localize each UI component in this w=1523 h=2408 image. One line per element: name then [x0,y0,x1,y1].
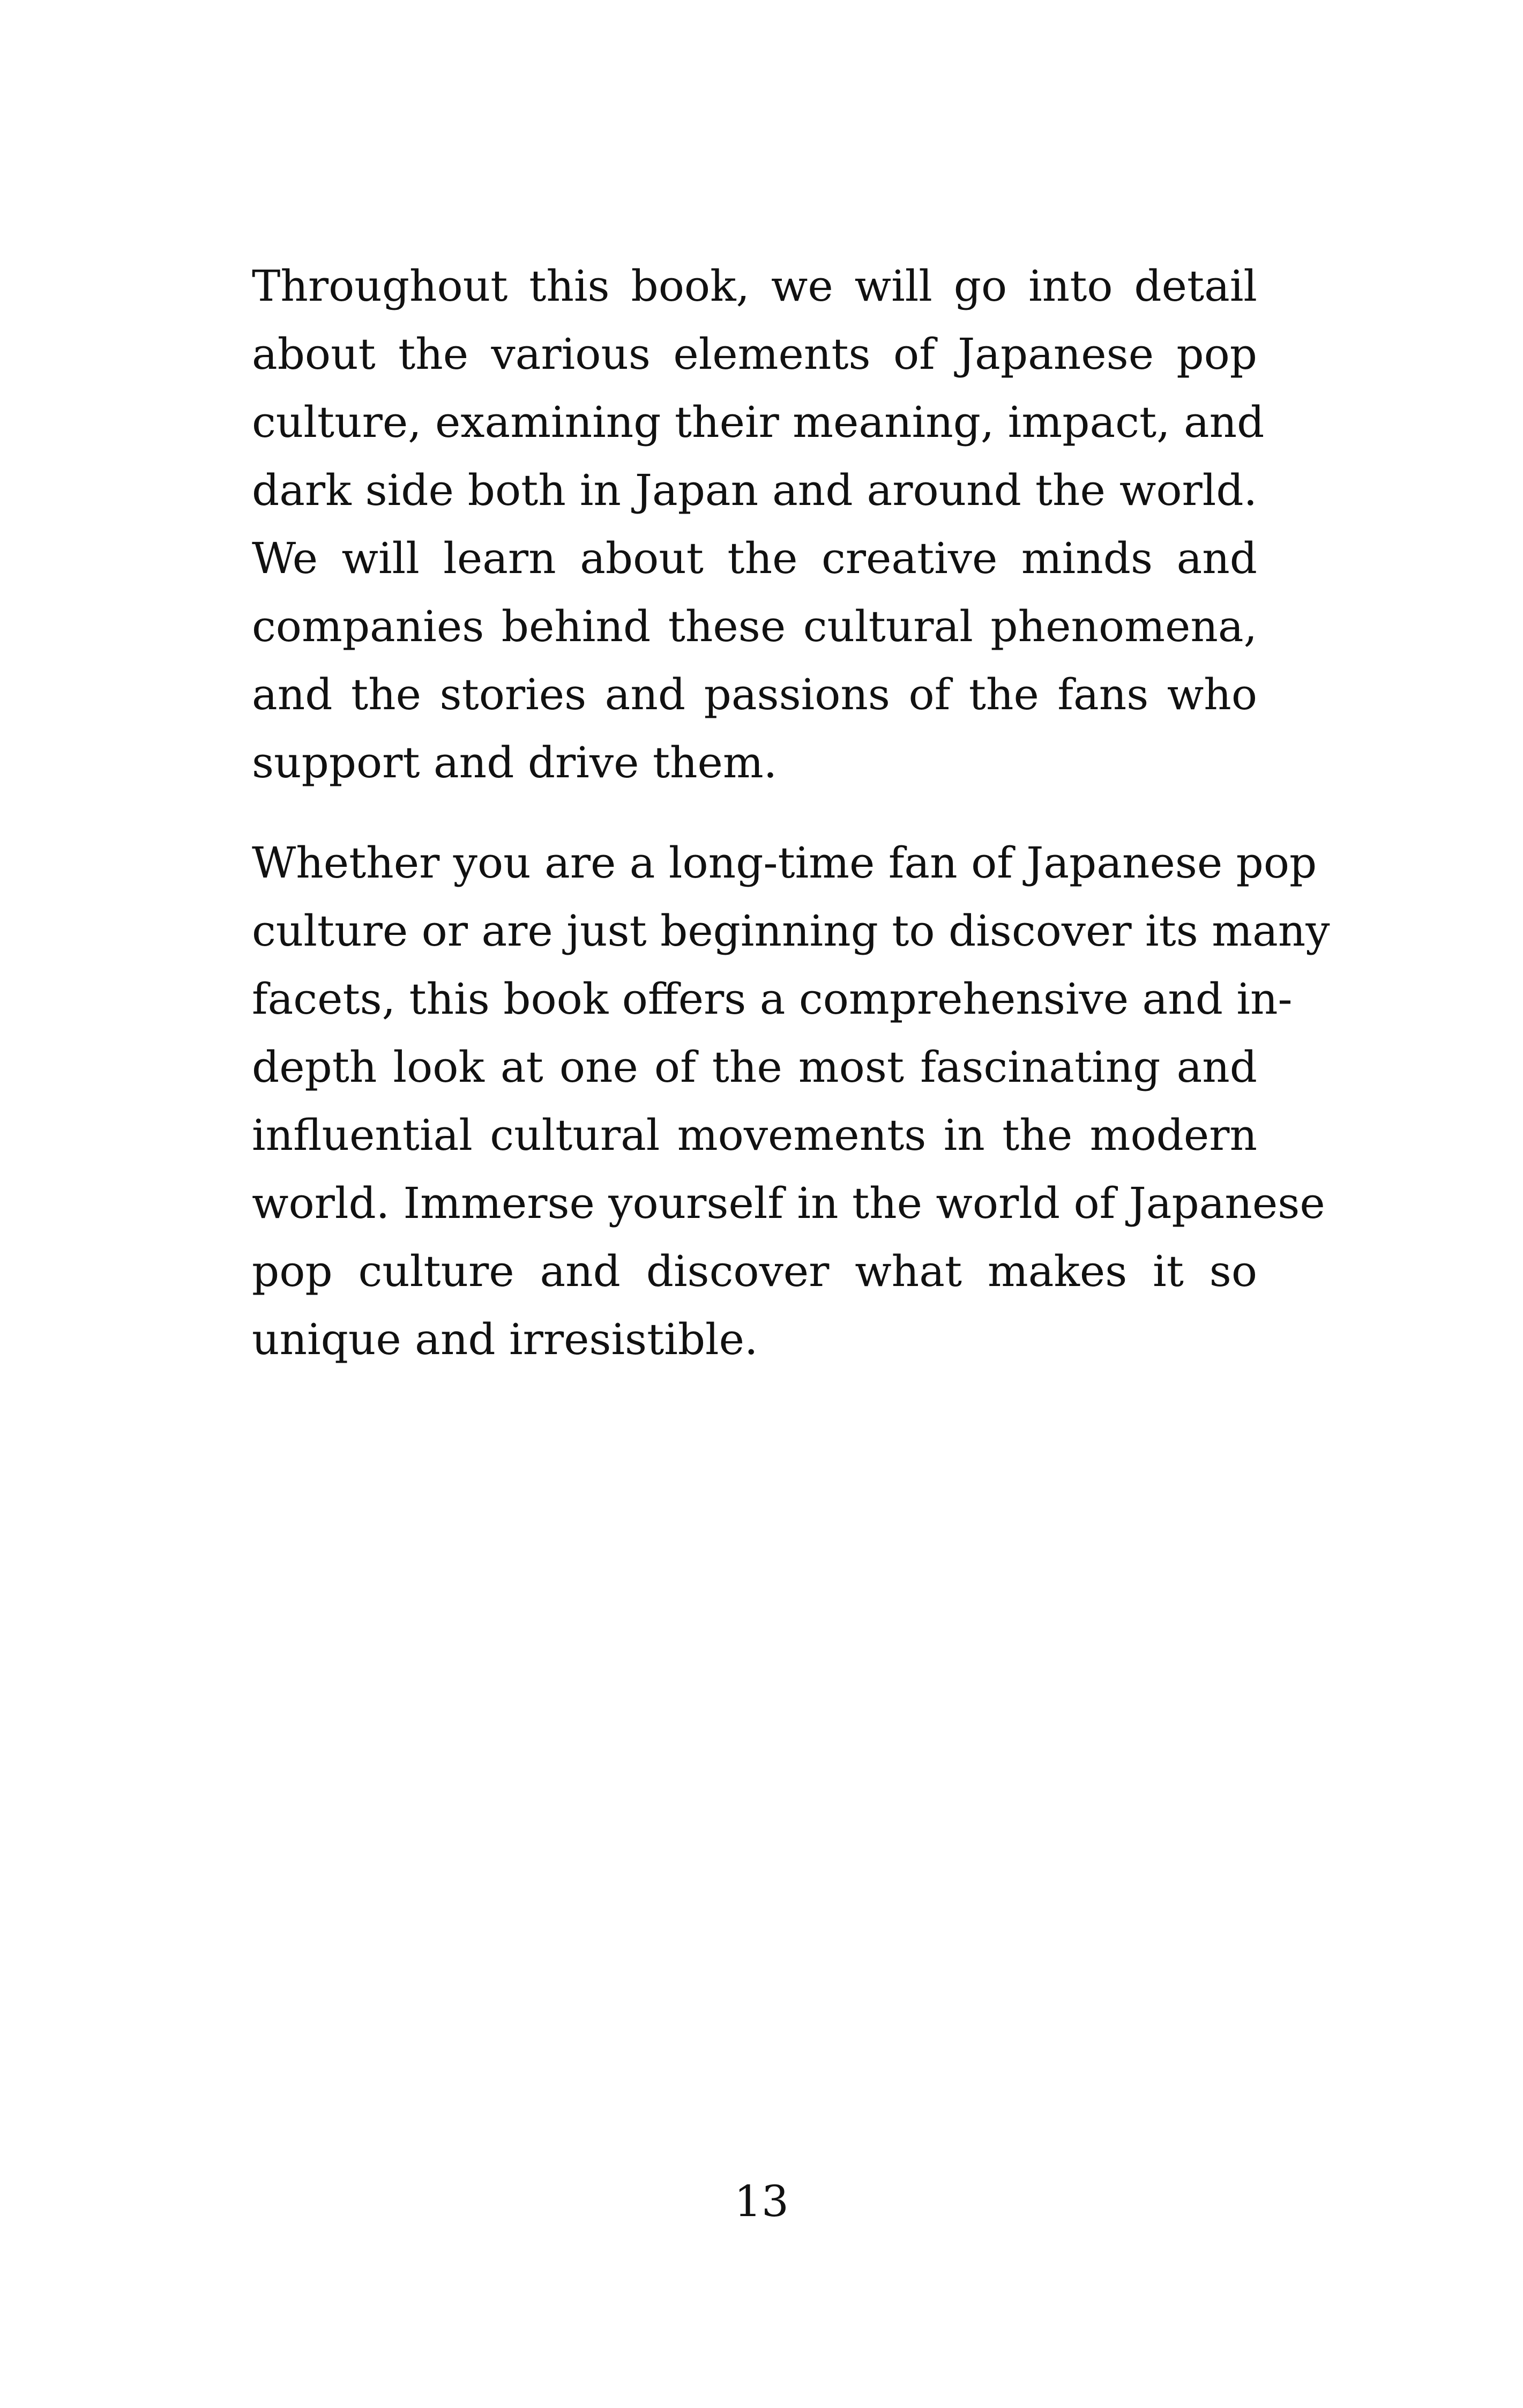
paragraph-line: We will learn about the creative minds and [252,533,1257,583]
paragraph-line: pop culture and discover what makes it so [252,1246,1257,1296]
paragraph-line: dark side both in Japan and around the world. [252,465,1257,515]
paragraph-line: culture, examining their meaning, impact, and [252,397,1265,447]
paragraph-line: Whether you are a long-time fan of Japanese pop [252,838,1317,888]
paragraph-line: influential cultural movements in the modern [252,1110,1257,1160]
paragraph-line: unique and irresistible. [252,1314,758,1364]
paragraph-line: culture or are just beginning to discover its many [252,906,1330,956]
paragraph-line: companies behind these cultural phenomena, [252,601,1257,651]
body-text [252,252,1330,1373]
paragraph-2 [252,829,1330,1373]
paragraph-line: about the various elements of Japanese pop [252,329,1257,379]
paragraph-line: world. Immerse yourself in the world of Japanese [252,1178,1325,1228]
paragraph-line: support and drive them. [252,738,778,787]
paragraph-line: depth look at one of the most fascinating and [252,1042,1257,1092]
paragraph-1 [252,252,1265,797]
paragraph-line: and the stories and passions of the fans who [252,670,1257,719]
paragraph-line: facets, this book offers a comprehensive and in- [252,974,1293,1024]
page-number: 13 [734,2176,789,2226]
paragraph-line: Throughout this book, we will go into detail [252,261,1257,311]
